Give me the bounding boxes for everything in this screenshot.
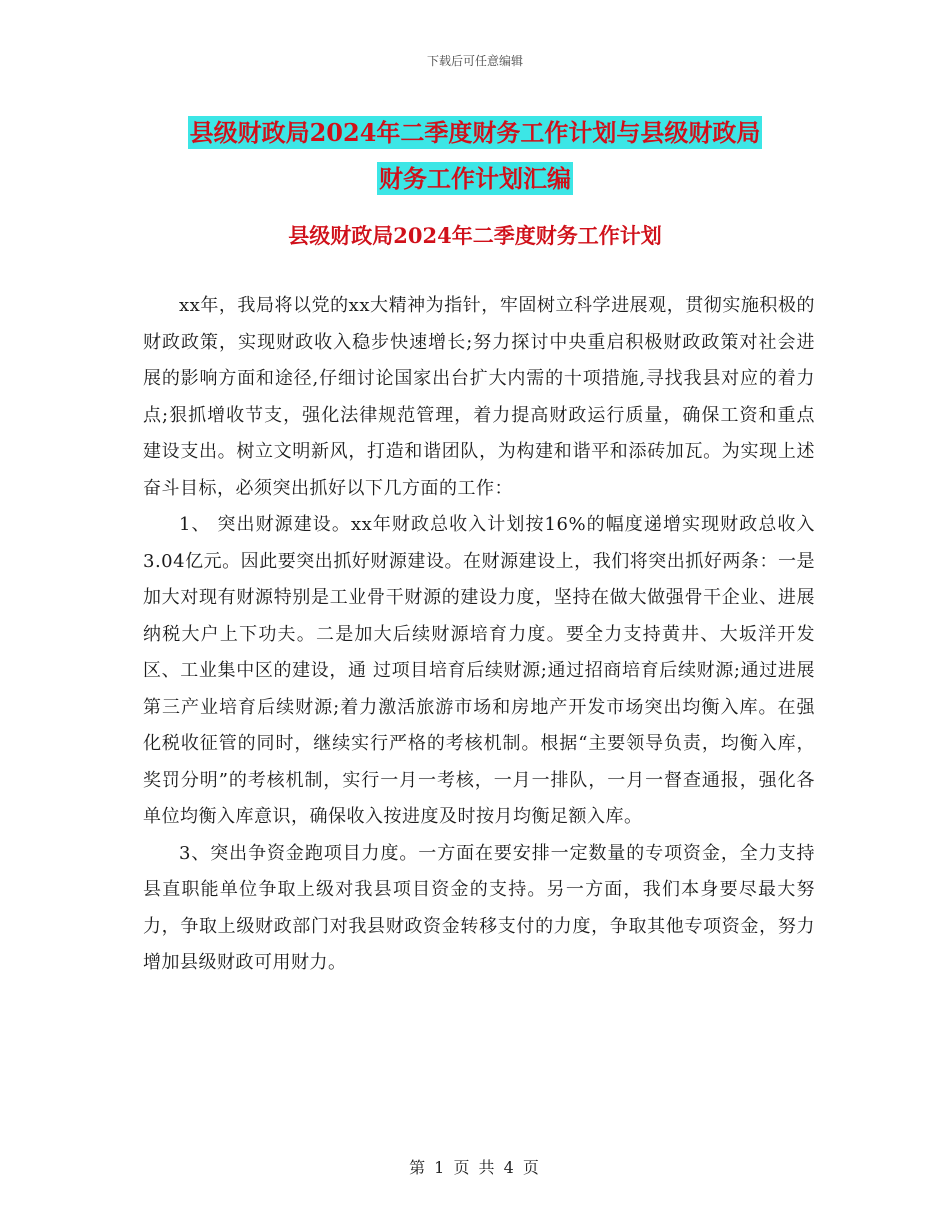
paragraph-intro: xx年，我局将以党的xx大精神为指针，牢固树立科学进展观，贯彻实施积极的财政政策，实现财政收入稳步快速增长;努力探讨中央重启积极财政政策对社会进展的影响方面和途径,仔细讨论国家出台扩大内需的十项措施,寻找我县对应的着力点;狠抓增收节支，强化法律规范管理，着力提高财政运行质量，确保工资和重点建设支出。树立文明新风，打造和谐团队，为构建和谐平和添砖加瓦。为实现上述奋斗目标，必须突出抓好以下几方面的工作： <box>143 295 815 499</box>
page-header-note: 下载后可任意编辑 <box>426 54 523 68</box>
main-title-line-2: 财务工作计划汇编 <box>379 164 571 193</box>
main-title <box>150 110 800 202</box>
paragraph-item-1: 1、 突出财源建设。xx年财政总收入计划按16%的幅度递增实现财政总收入3.04亿元。因此要突出抓好财源建设。在财源建设上，我们将突出抓好两条：一是加大对现有财源特别是工业骨干财源的建设力度，坚持在做大做强骨干企业、进展纳税大户上下功夫。二是加大后续财源培育力度。要全力支持黄井、大坂洋开发区、工业集中区的建设，通 过项目培育后续财源;通过招商培育后续财源;通过进展第三产业培育后续财源;着力激活旅游市场和房地产开发市场突出均衡入库。在强化税收征管的同时，继续实行严格的考核机制。根据“主要领导负责，均衡入库，奖罚分明”的考核机制，实行一月一考核，一月一排队，一月一督查通报，强化各单位均衡入库意识，确保收入按进度及时按月均衡足额入库。 <box>143 514 815 827</box>
section-title: 县级财政局2024年二季度财务工作计划 <box>288 223 662 248</box>
page-number: 第 1 页 共 4 页 <box>409 1158 541 1177</box>
paragraph-item-3: 3、突出争资金跑项目力度。一方面在要安排一定数量的专项资金，全力支持县直职能单位争取上级对我县项目资金的支持。另一方面，我们本身要尽最大努力，争取上级财政部门对我县财政资金转移支付的力度，争取其他专项资金，努力增加县级财政可用财力。 <box>143 842 815 973</box>
main-title-line-1: 县级财政局2024年二季度财务工作计划与县级财政局 <box>189 118 761 147</box>
body-text <box>143 288 815 982</box>
